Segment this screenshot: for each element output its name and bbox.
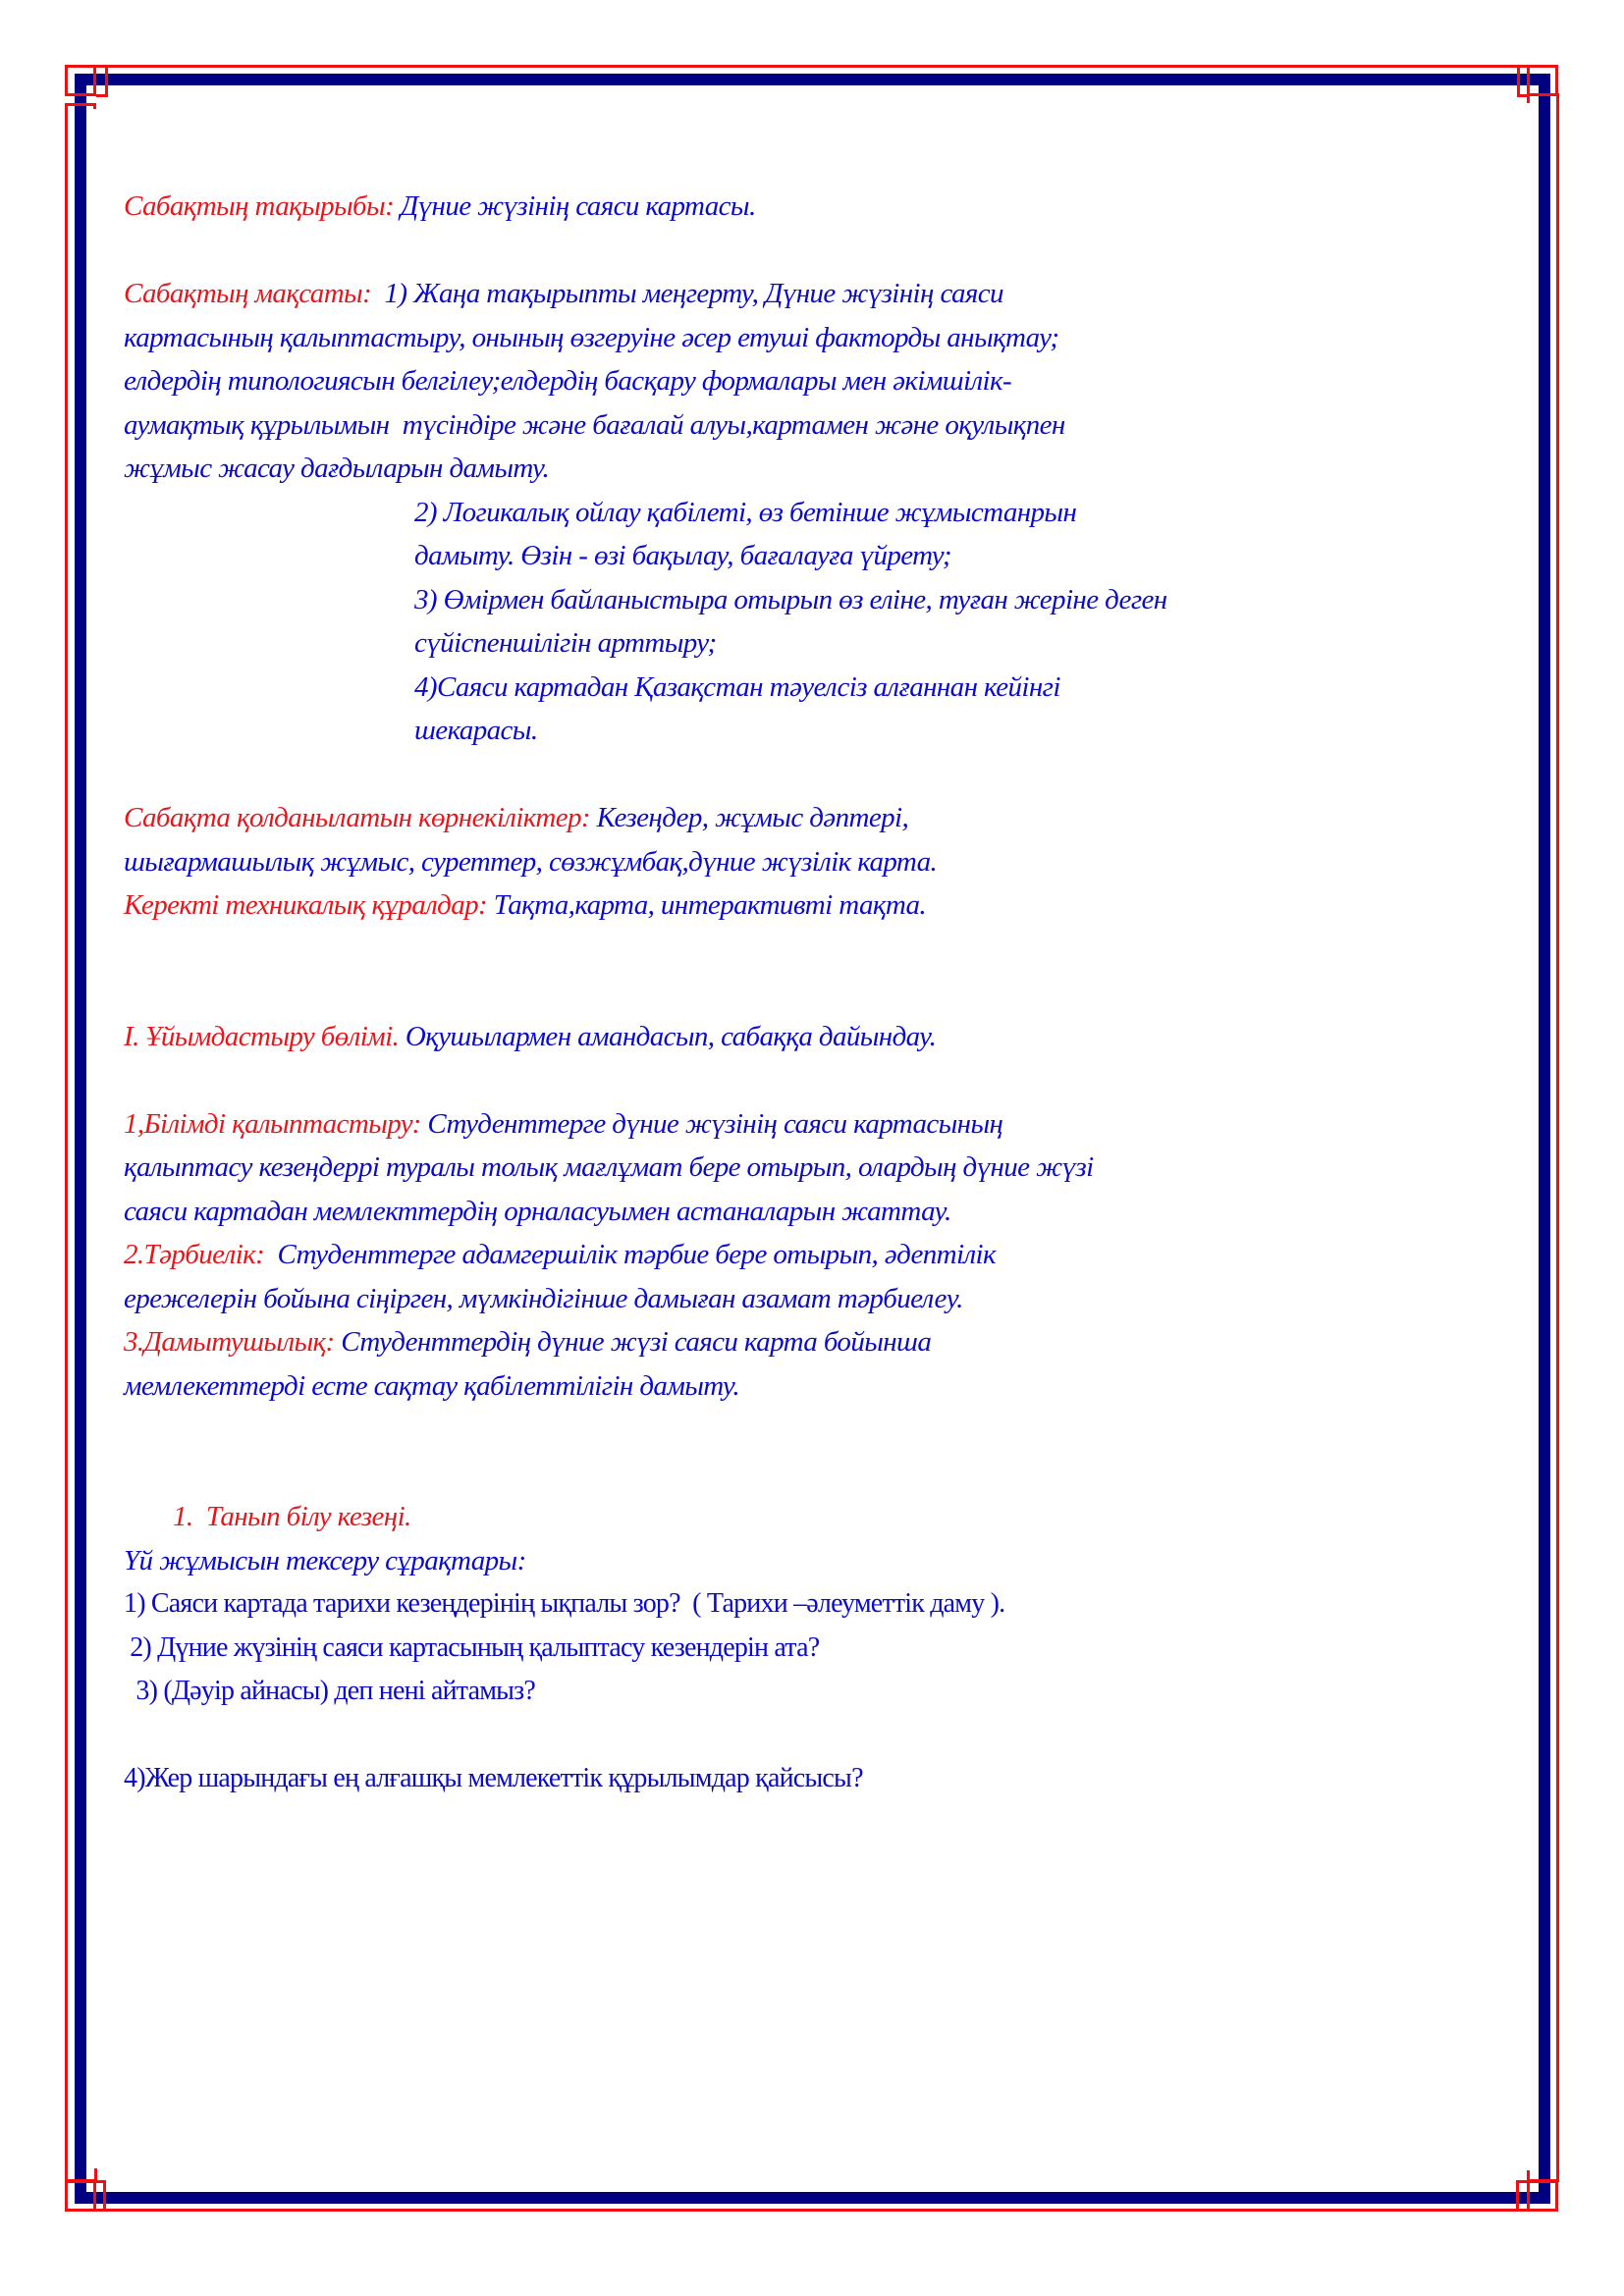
homework-question: 1) Саяси картада тарихи кезеңдерінің ықпалы зор? ( Тарихи –әлеуметтік даму ). [124,1588,1005,1619]
goals-indented-line: сүйіспеншілігін арттыру; [414,627,717,659]
visual-aids-line [124,796,1518,840]
frame-red-left [65,106,68,2180]
visual-aids-text: Кезеңдер, жұмыс дәптері, [589,802,909,833]
homework-heading: Үй жұмысын тексеру сұрақтары: [124,1544,526,1576]
org-section [124,1015,1518,1059]
goals-indented-line: шекарасы. [414,715,538,746]
frame-corner-bl-b [65,2168,97,2182]
goals-line: картасының қалыптастыру, онының өзгеруіне әсер етуші факторды анықтау; [124,321,1059,353]
visual-aids-continuation: шығармашылық жұмыс, суреттер, сөзжұмбақ,дүние жүзілік карта. [124,845,938,878]
frame-corner-tl-a [65,65,96,96]
goals-line: елдердің типологиясын белгілеу;елдердің басқару формалары мен әкімшілік- [124,365,1012,397]
goals-line: аумақтық құрылымын түсіндіре және бағалай алуы,картамен және оқулықпен [124,408,1065,441]
objective-text: Студенттерге адамгершілік тәрбие бере отырып, әдептілік [264,1239,996,1270]
org-text: Оқушылармен амандасып, сабаққа дайындау. [399,1020,937,1052]
org-label: I. Ұйымдастыру бөлімі. [124,1020,400,1052]
frame-red-top [106,65,1527,68]
objective-line: саяси картадан мемлекттердің орналасуымен астаналарын жаттау. [124,1195,951,1227]
frame-corner-bl-c [94,2180,106,2212]
lesson-plan-body [124,185,1518,1801]
objective-line: қалыптасу кезеңдеррі туралы толық мағлұмат бере отырып, олардың дүние жүзі [124,1151,1094,1183]
frame-corner-tl-b [65,103,96,109]
frame-corner-tr-c [1527,93,1559,103]
frame-corner-bl-a [65,2180,96,2212]
tools-text: Тақта,карта, интерактивті тақта. [487,889,927,921]
topic-text: Дүние жүзінің саяси картасы. [394,190,756,222]
stage-heading [124,1495,1518,1539]
frame-corner-br-c [1527,2170,1559,2182]
lesson-topic [124,185,1518,229]
frame-corner-tr-a [1527,65,1558,96]
homework-question: 2) Дүние жүзінің саяси картасының қалыптасу кезендерін ата? [124,1631,820,1663]
visual-aids-label: Сабақта қолданылатын көрнекіліктер: [124,802,590,833]
frame-corner-br-a [1527,2180,1558,2212]
frame-red-right [1556,95,1559,2170]
homework-question: 4)Жер шарындағы ең алғашқы мемлекеттік құрылымдар қайсысы? [124,1763,863,1793]
frame-corner-br-b [1516,2180,1529,2212]
goals-text: 1) Жаңа тақырыпты меңгерту, Дүние жүзінің саяси [371,278,1003,309]
objective-line: мемлекеттерді есте сақтау қабілеттілігін дамыту. [124,1369,739,1402]
objective-text: Студенттердің дүние жүзі саяси карта бойынша [334,1326,932,1358]
stage-title: Танып білу кезеңі. [205,1501,411,1532]
goals-line: жұмыс жасау дағдыларын дамыту. [124,453,550,484]
tools-label: Керекті техникалық құралдар: [124,889,488,921]
homework-question: 3) (Дәуір айнасы) деп нені айтамыз? [124,1676,536,1706]
objective-label: 3.Дамытушылық: [124,1326,335,1358]
objective-label: 1,Білімді қалыптастыру: [124,1107,421,1140]
frame-red-bottom [96,2209,1517,2212]
objective-line: ережелерін бойына сіңірген, мүмкіндігінше дамыған азамат тәрбиелеу. [124,1282,963,1314]
topic-label: Сабақтың тақырыбы: [124,190,395,222]
tools-line [124,883,1518,928]
objective-upbringing [124,1233,1518,1277]
objective-development [124,1320,1518,1364]
goals-label: Сабақтың мақсаты: [124,278,372,309]
frame-corner-tl-c [96,65,108,97]
goals-indented-line: 4)Саяси картадан Қазақстан тәуелсіз алғаннан кейінгі [414,670,1060,703]
goals-first-line [124,272,1518,316]
stage-number: 1. [173,1501,193,1532]
goals-indented-line: 2) Логикалық ойлау қабілеті, өз бетінше жұмыстанрын [414,496,1077,528]
objective-knowledge [124,1102,1518,1147]
goals-indented-line: дамыту. Өзін - өзі бақылау, бағалауға үйрету; [414,540,951,571]
goals-indented-line: 3) Өмірмен байланыстыра отырып өз еліне, туған жеріне деген [414,583,1167,615]
objective-text: Студенттерге дүние жүзінің саяси картасының [420,1107,1003,1140]
objective-label: 2.Тәрбиелік: [124,1239,265,1270]
